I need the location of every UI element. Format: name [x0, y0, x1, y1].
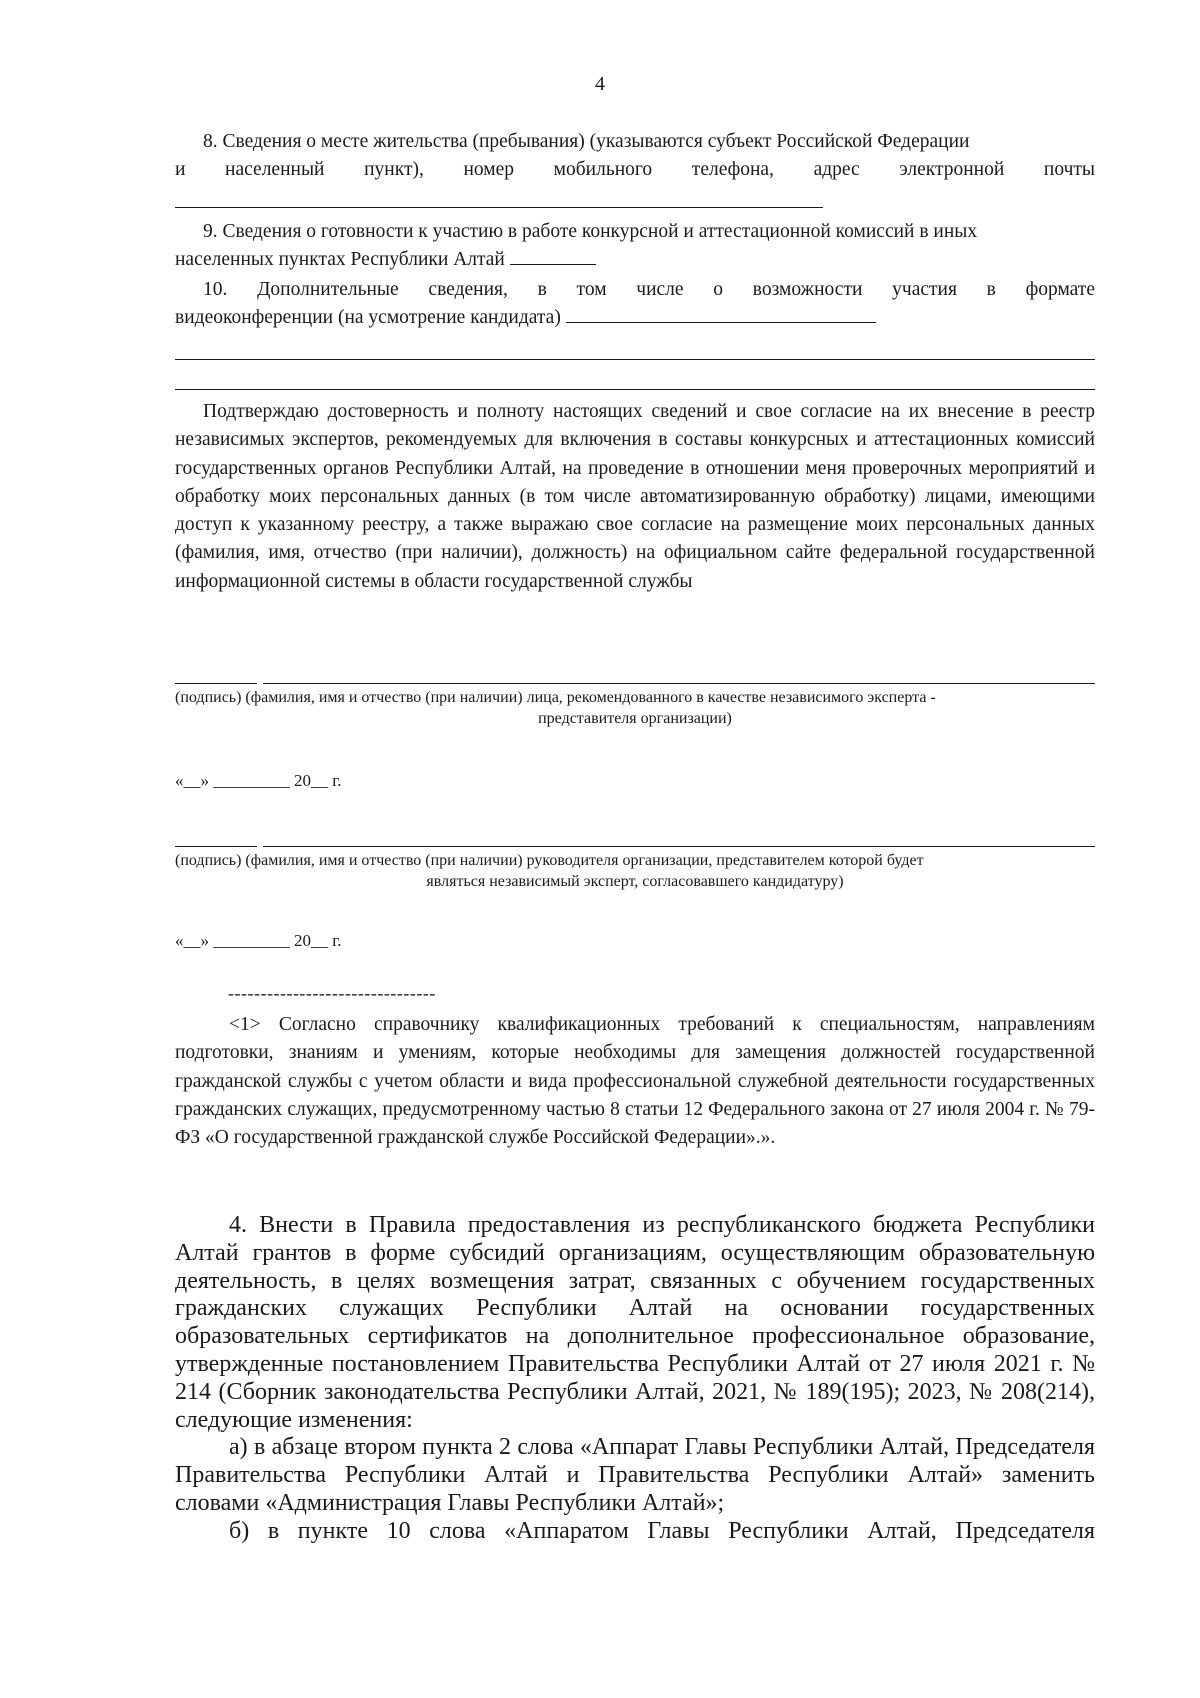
item-9 [175, 218, 1095, 275]
signature-caption-1-line2: представителя организации) [538, 710, 732, 727]
footnote [175, 1011, 1095, 1152]
blank-line-2 [175, 389, 1095, 390]
footnote-separator: -------------------------------- [228, 983, 436, 1003]
page-number: 4 [595, 73, 605, 95]
section-4 [175, 1212, 1095, 1546]
item-9-line2: населенных пунктах Республики Алтай [175, 249, 505, 271]
name-line [263, 683, 1095, 684]
blank-line-item-8 [175, 207, 823, 208]
signature-caption-1-line1: (подпись) (фамилия, имя и отчество (при наличии) лица, рекомендованного в качестве независимого эксперта - [175, 689, 936, 706]
name-line [263, 846, 1095, 847]
date-field-2: «__» _________ 20__ г. [175, 931, 342, 950]
blank-line-item-10 [566, 304, 876, 323]
signature-line [175, 846, 257, 847]
signature-caption-2-line1: (подпись) (фамилия, имя и отчество (при наличии) руководителя организации, представителем которой будет [175, 852, 924, 869]
consent-paragraph [175, 398, 1095, 596]
item-8-line1: 8. Сведения о месте жительства (пребывания) (указываются субъект Российской Федерации [203, 131, 970, 152]
item-10-line1: 10. Дополнительные сведения, в том числе о возможности участия в формате [203, 279, 1095, 300]
signature-caption-2 [175, 850, 1095, 892]
signature-caption-2-line2: являться независимый эксперт, согласовавшего кандидатуру) [426, 873, 844, 890]
blank-line-item-9 [510, 246, 596, 265]
blank-line-1 [175, 359, 1095, 360]
item-10 [175, 276, 1095, 333]
item-b-text: б) в пункте 10 слова «Аппаратом Главы Республики Алтай, Председателя [229, 1517, 1095, 1544]
item-a-text: а) в абзаце втором пункта 2 слова «Аппарат Главы Республики Алтай, Председателя Правительства Республики Алтай и Правительства Республики Алтай» заменить словами «Администрация Главы Республики Алтай»; [175, 1434, 1095, 1516]
date-field-1: «__» _________ 20__ г. [175, 771, 342, 790]
signature-line [175, 683, 257, 684]
consent-text: Подтверждаю достоверность и полноту настоящих сведений и свое согласие на их внесение в реестр независимых экспертов, рекомендуемых для включения в составы конкурсных и аттестационных комиссий государственных органов Республики Алтай, на проведение в отношении меня проверочных мероприятий и обработку моих персональных данных (в том числе автоматизированную обработку) лицами, имеющими доступ к указанному реестру, а также выражаю свое согласие на размещение моих персональных данных (фамилия, имя, отчество (при наличии), должность) на официальном сайте федеральной государственной информационной системы в области государственной службы [175, 401, 1095, 592]
item-10-line2: видеоконференции (на усмотрение кандидата) [175, 307, 561, 329]
item-8 [175, 128, 1095, 185]
footnote-text: <1> Согласно справочнику квалификационных требований к специальностям, направлениям подготовки, знаниям и умениям, которые необходимы для замещения должностей государственной гражданской службы с учетом области и вида профессиональной служебной деятельности государственных гражданских служащих, предусмотренному частью 8 статьи 12 Федерального закона от 27 июля 2004 г. № 79-ФЗ «О государственной гражданской службе Российской Федерации».». [175, 1014, 1095, 1149]
section-4-text: 4. Внести в Правила предоставления из республиканского бюджета Республики Алтай грантов в форме субсидий организациям, осуществляющим образовательную деятельность, в целях возмещения затрат, связанных с обучением государственных гражданских служащих Республики Алтай на основании государственных образовательных сертификатов на дополнительное профессиональное образование, утвержденные постановлением Правительства Республики Алтай от 27 июля 2021 г. № 214 (Сборник законодательства Республики Алтай, 2021, № 189(195); 2023, № 208(214), следующие изменения: [175, 1212, 1095, 1433]
item-8-line2: и населенный пункт), номер мобильного телефона, адрес электронной почты [175, 159, 1095, 181]
item-9-line1: 9. Сведения о готовности к участию в работе конкурсной и аттестационной комиссий в иных [203, 221, 978, 242]
signature-caption-1 [175, 687, 1095, 729]
